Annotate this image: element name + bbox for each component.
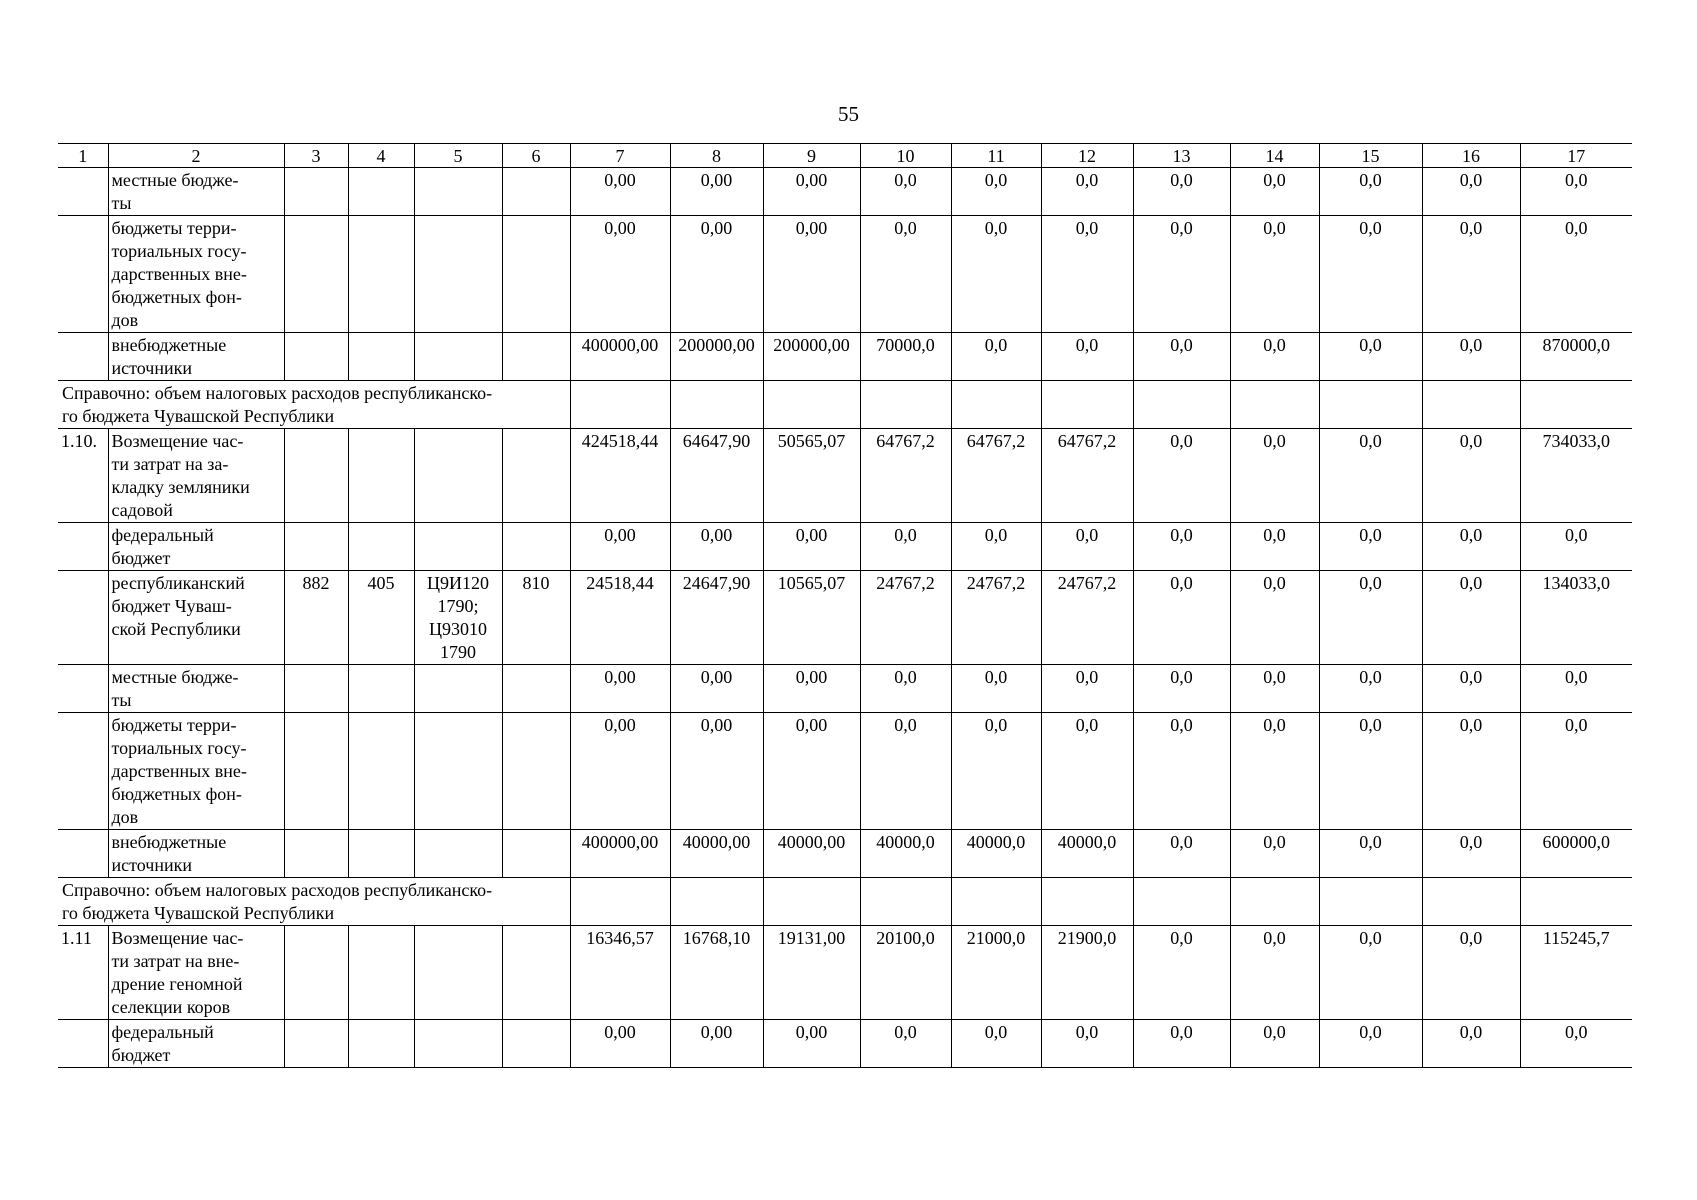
table-cell: 0,0 [1041,333,1133,381]
table-cell [414,333,502,381]
table-cell: 0,0 [951,713,1041,830]
table-cell [284,1020,348,1068]
table-cell [414,926,502,1020]
table-cell [414,168,502,216]
table-row [58,571,1632,665]
table-cell: 734033,0 [1520,429,1632,523]
table-cell: 0,0 [1133,333,1230,381]
table-cell: 400000,00 [570,830,670,878]
column-number-cell: 12 [1041,144,1133,168]
description-cell: внебюджетные источники [108,333,284,381]
table-cell [502,523,570,571]
table-cell [1422,381,1520,429]
table-cell: 20100,0 [860,926,951,1020]
table-cell: 400000,00 [570,333,670,381]
table-cell: 21000,0 [951,926,1041,1020]
column-number-cell: 4 [348,144,414,168]
item-number-cell [58,665,108,713]
table-cell: 0,0 [1041,1020,1133,1068]
table-cell: 0,00 [763,713,860,830]
table-cell [414,665,502,713]
table-cell [502,216,570,333]
item-number-cell [58,830,108,878]
reference-note-row [58,381,1632,429]
table-cell: 200000,00 [670,333,763,381]
table-cell: 0,0 [1133,168,1230,216]
table-cell: 0,0 [1422,429,1520,523]
table-cell: 64767,2 [951,429,1041,523]
table-cell [1230,878,1319,926]
table-cell: 810 [502,571,570,665]
description-cell: Возмещение час- ти затрат на за- кладку земляники садовой [108,429,284,523]
table-cell: 0,0 [951,665,1041,713]
table-cell: 0,0 [1230,1020,1319,1068]
table-cell: 40000,0 [1041,830,1133,878]
column-number-cell: 9 [763,144,860,168]
item-number-cell [58,523,108,571]
table-cell: 0,0 [1319,168,1422,216]
table-cell: 0,0 [860,1020,951,1068]
table-cell: 0,0 [1319,216,1422,333]
table-cell: 115245,7 [1520,926,1632,1020]
table-row [58,523,1632,571]
item-number-cell [58,168,108,216]
table-cell [1133,381,1230,429]
table-cell: 0,00 [570,216,670,333]
table-cell [1230,381,1319,429]
table-cell [502,926,570,1020]
item-number-cell: 1.10. [58,429,108,523]
item-number-cell [58,571,108,665]
column-number-row [58,144,1632,168]
table-cell: 0,00 [670,1020,763,1068]
column-number-cell: 6 [502,144,570,168]
table-cell [284,713,348,830]
table-cell: 0,0 [1422,830,1520,878]
column-number-cell: 2 [108,144,284,168]
table-cell: 200000,00 [763,333,860,381]
table-cell: 16346,57 [570,926,670,1020]
table-row [58,665,1632,713]
table-cell: 424518,44 [570,429,670,523]
column-number-cell: 13 [1133,144,1230,168]
column-number-cell: 1 [58,144,108,168]
table-cell [348,665,414,713]
table-cell: 0,0 [1422,926,1520,1020]
description-cell: федеральный бюджет [108,1020,284,1068]
table-cell: 40000,00 [670,830,763,878]
table-cell: 0,0 [1520,1020,1632,1068]
table-cell: 64767,2 [1041,429,1133,523]
table-cell: 0,00 [570,713,670,830]
table-cell: 0,00 [763,523,860,571]
table-cell [570,878,670,926]
table-cell [348,830,414,878]
table-cell: 0,0 [1422,523,1520,571]
column-number-cell: 17 [1520,144,1632,168]
column-number-cell: 10 [860,144,951,168]
table-cell: 0,00 [670,216,763,333]
table-cell [284,168,348,216]
table-cell [348,523,414,571]
table-cell: 0,00 [763,216,860,333]
table-cell: 600000,0 [1520,830,1632,878]
table-cell: 0,0 [1230,429,1319,523]
table-cell [502,333,570,381]
table-cell: 0,0 [1319,926,1422,1020]
table-cell: 134033,0 [1520,571,1632,665]
table-row [58,168,1632,216]
table-cell [763,878,860,926]
table-cell: 0,00 [670,523,763,571]
table-cell [348,333,414,381]
table-cell: 21900,0 [1041,926,1133,1020]
table-row [58,713,1632,830]
table-cell [502,713,570,830]
description-cell: республиканский бюджет Чуваш- ской Республики [108,571,284,665]
table-row [58,429,1632,523]
table-cell [860,381,951,429]
item-number-cell [58,1020,108,1068]
table-cell: 0,0 [951,216,1041,333]
table-cell [502,429,570,523]
table-cell: 0,0 [1520,523,1632,571]
table-cell: 0,0 [951,333,1041,381]
table-cell: 0,00 [670,168,763,216]
table-cell [670,381,763,429]
table-cell: 0,0 [1230,333,1319,381]
table-cell [284,429,348,523]
table-cell [414,523,502,571]
table-cell [284,523,348,571]
table-cell: 0,0 [1319,665,1422,713]
table-cell: 0,0 [1133,926,1230,1020]
table-cell: 0,0 [1230,571,1319,665]
table-cell: 19131,00 [763,926,860,1020]
table-cell [502,665,570,713]
table-cell [348,1020,414,1068]
table-cell: 0,00 [570,1020,670,1068]
column-number-cell: 7 [570,144,670,168]
table-cell: 24647,90 [670,571,763,665]
item-number-cell [58,713,108,830]
table-cell: 0,0 [1041,168,1133,216]
table-cell [348,429,414,523]
table-cell: 0,0 [1133,713,1230,830]
table-cell: 0,0 [1422,1020,1520,1068]
table-cell [951,381,1041,429]
table-row [58,333,1632,381]
table-cell: 0,0 [1319,429,1422,523]
table-cell: 0,0 [860,216,951,333]
table-cell [284,830,348,878]
table-cell [502,830,570,878]
table-cell: 0,00 [670,665,763,713]
column-number-cell: 15 [1319,144,1422,168]
table-cell [284,926,348,1020]
table-cell: Ц9И120 1790; Ц93010 1790 [414,571,502,665]
column-number-cell: 3 [284,144,348,168]
table-row [58,830,1632,878]
table-cell: 40000,00 [763,830,860,878]
table-cell: 24767,2 [860,571,951,665]
item-number-cell: 1.11 [58,926,108,1020]
table-row [58,1020,1632,1068]
table-cell: 0,0 [951,523,1041,571]
table-cell [860,878,951,926]
table-cell: 0,0 [1422,168,1520,216]
table-cell: 0,00 [570,665,670,713]
description-cell: Возмещение час- ти затрат на вне- дрение геномной селекции коров [108,926,284,1020]
table-cell: 0,0 [1319,571,1422,665]
table-cell [348,168,414,216]
description-cell: местные бюдже- ты [108,665,284,713]
table-cell: 870000,0 [1520,333,1632,381]
table-cell [670,878,763,926]
column-number-cell: 16 [1422,144,1520,168]
reference-note: Справочно: объем налоговых расходов республиканско- го бюджета Чувашской Республики [58,381,570,429]
table-cell: 0,00 [570,523,670,571]
table-row [58,926,1632,1020]
table-cell [570,381,670,429]
page-number: 55 [838,102,859,126]
budget-table [58,143,1632,1068]
table-cell: 0,0 [1230,168,1319,216]
table-cell: 0,0 [1422,216,1520,333]
table-cell: 0,0 [1319,830,1422,878]
table-cell: 0,0 [1422,713,1520,830]
table-cell: 0,0 [1230,665,1319,713]
table-cell [284,665,348,713]
table-cell [348,713,414,830]
table-cell: 0,00 [763,1020,860,1068]
table-cell: 0,0 [1319,713,1422,830]
table-body [58,144,1632,1068]
table-cell: 0,0 [1422,571,1520,665]
table-cell: 0,0 [1230,926,1319,1020]
column-number-cell: 11 [951,144,1041,168]
table-row [58,216,1632,333]
table-cell [414,429,502,523]
table-cell: 0,0 [1422,333,1520,381]
table-cell [348,926,414,1020]
table-cell: 0,0 [1520,216,1632,333]
table-cell: 16768,10 [670,926,763,1020]
table-cell: 0,0 [1230,713,1319,830]
table-cell: 64647,90 [670,429,763,523]
table-cell: 0,0 [1133,523,1230,571]
table-cell: 24518,44 [570,571,670,665]
table-cell: 0,0 [1520,665,1632,713]
table-cell: 0,0 [1133,830,1230,878]
table-cell: 0,00 [570,168,670,216]
table-cell [502,168,570,216]
table-cell: 0,0 [1230,216,1319,333]
table-cell: 0,0 [951,1020,1041,1068]
table-cell: 64767,2 [860,429,951,523]
table-cell: 0,0 [1041,713,1133,830]
table-cell [1041,878,1133,926]
table-cell: 0,00 [670,713,763,830]
table-cell: 24767,2 [951,571,1041,665]
table-cell: 0,0 [1230,523,1319,571]
table-cell: 0,0 [860,168,951,216]
table-cell [1319,878,1422,926]
table-cell [414,830,502,878]
table-cell: 0,0 [1133,216,1230,333]
table-cell: 0,0 [860,523,951,571]
table-cell [348,216,414,333]
reference-note: Справочно: объем налоговых расходов республиканско- го бюджета Чувашской Республики [58,878,570,926]
table-cell: 0,0 [1319,523,1422,571]
table-cell [1041,381,1133,429]
table-cell: 0,0 [1041,523,1133,571]
table-cell: 0,0 [1041,665,1133,713]
table-cell: 0,0 [1319,1020,1422,1068]
table-cell: 0,0 [1422,665,1520,713]
description-cell: местные бюдже- ты [108,168,284,216]
table-cell: 0,00 [763,168,860,216]
table-cell [1133,878,1230,926]
table-cell: 0,0 [1230,830,1319,878]
description-cell: бюджеты терри- ториальных госу- дарственных вне- бюджетных фон- дов [108,713,284,830]
table-cell [1520,878,1632,926]
table-cell [1520,381,1632,429]
table-cell: 0,0 [1133,571,1230,665]
table-cell: 10565,07 [763,571,860,665]
table-cell: 40000,0 [860,830,951,878]
table-cell: 882 [284,571,348,665]
table-cell: 0,0 [951,168,1041,216]
description-cell: бюджеты терри- ториальных госу- дарственных вне- бюджетных фон- дов [108,216,284,333]
table-cell: 405 [348,571,414,665]
table-cell: 70000,0 [860,333,951,381]
table-cell: 0,0 [1133,1020,1230,1068]
table-cell: 0,0 [860,665,951,713]
table-cell [1422,878,1520,926]
reference-note-row [58,878,1632,926]
table-cell [284,216,348,333]
table-cell: 0,0 [1319,333,1422,381]
table-cell: 24767,2 [1041,571,1133,665]
table-cell: 0,00 [763,665,860,713]
table-cell [951,878,1041,926]
table-cell: 50565,07 [763,429,860,523]
table-cell: 0,0 [1133,665,1230,713]
table-cell: 40000,0 [951,830,1041,878]
column-number-cell: 5 [414,144,502,168]
table-cell: 0,0 [1041,216,1133,333]
table-cell: 0,0 [1520,168,1632,216]
table-cell [1319,381,1422,429]
item-number-cell [58,216,108,333]
description-cell: федеральный бюджет [108,523,284,571]
table-cell: 0,0 [860,713,951,830]
table-cell: 0,0 [1520,713,1632,830]
item-number-cell [58,333,108,381]
description-cell: внебюджетные источники [108,830,284,878]
table-cell [414,1020,502,1068]
table-cell [414,216,502,333]
table-cell [763,381,860,429]
column-number-cell: 8 [670,144,763,168]
table-cell [284,333,348,381]
column-number-cell: 14 [1230,144,1319,168]
table-cell: 0,0 [1133,429,1230,523]
table-cell [414,713,502,830]
table-cell [502,1020,570,1068]
